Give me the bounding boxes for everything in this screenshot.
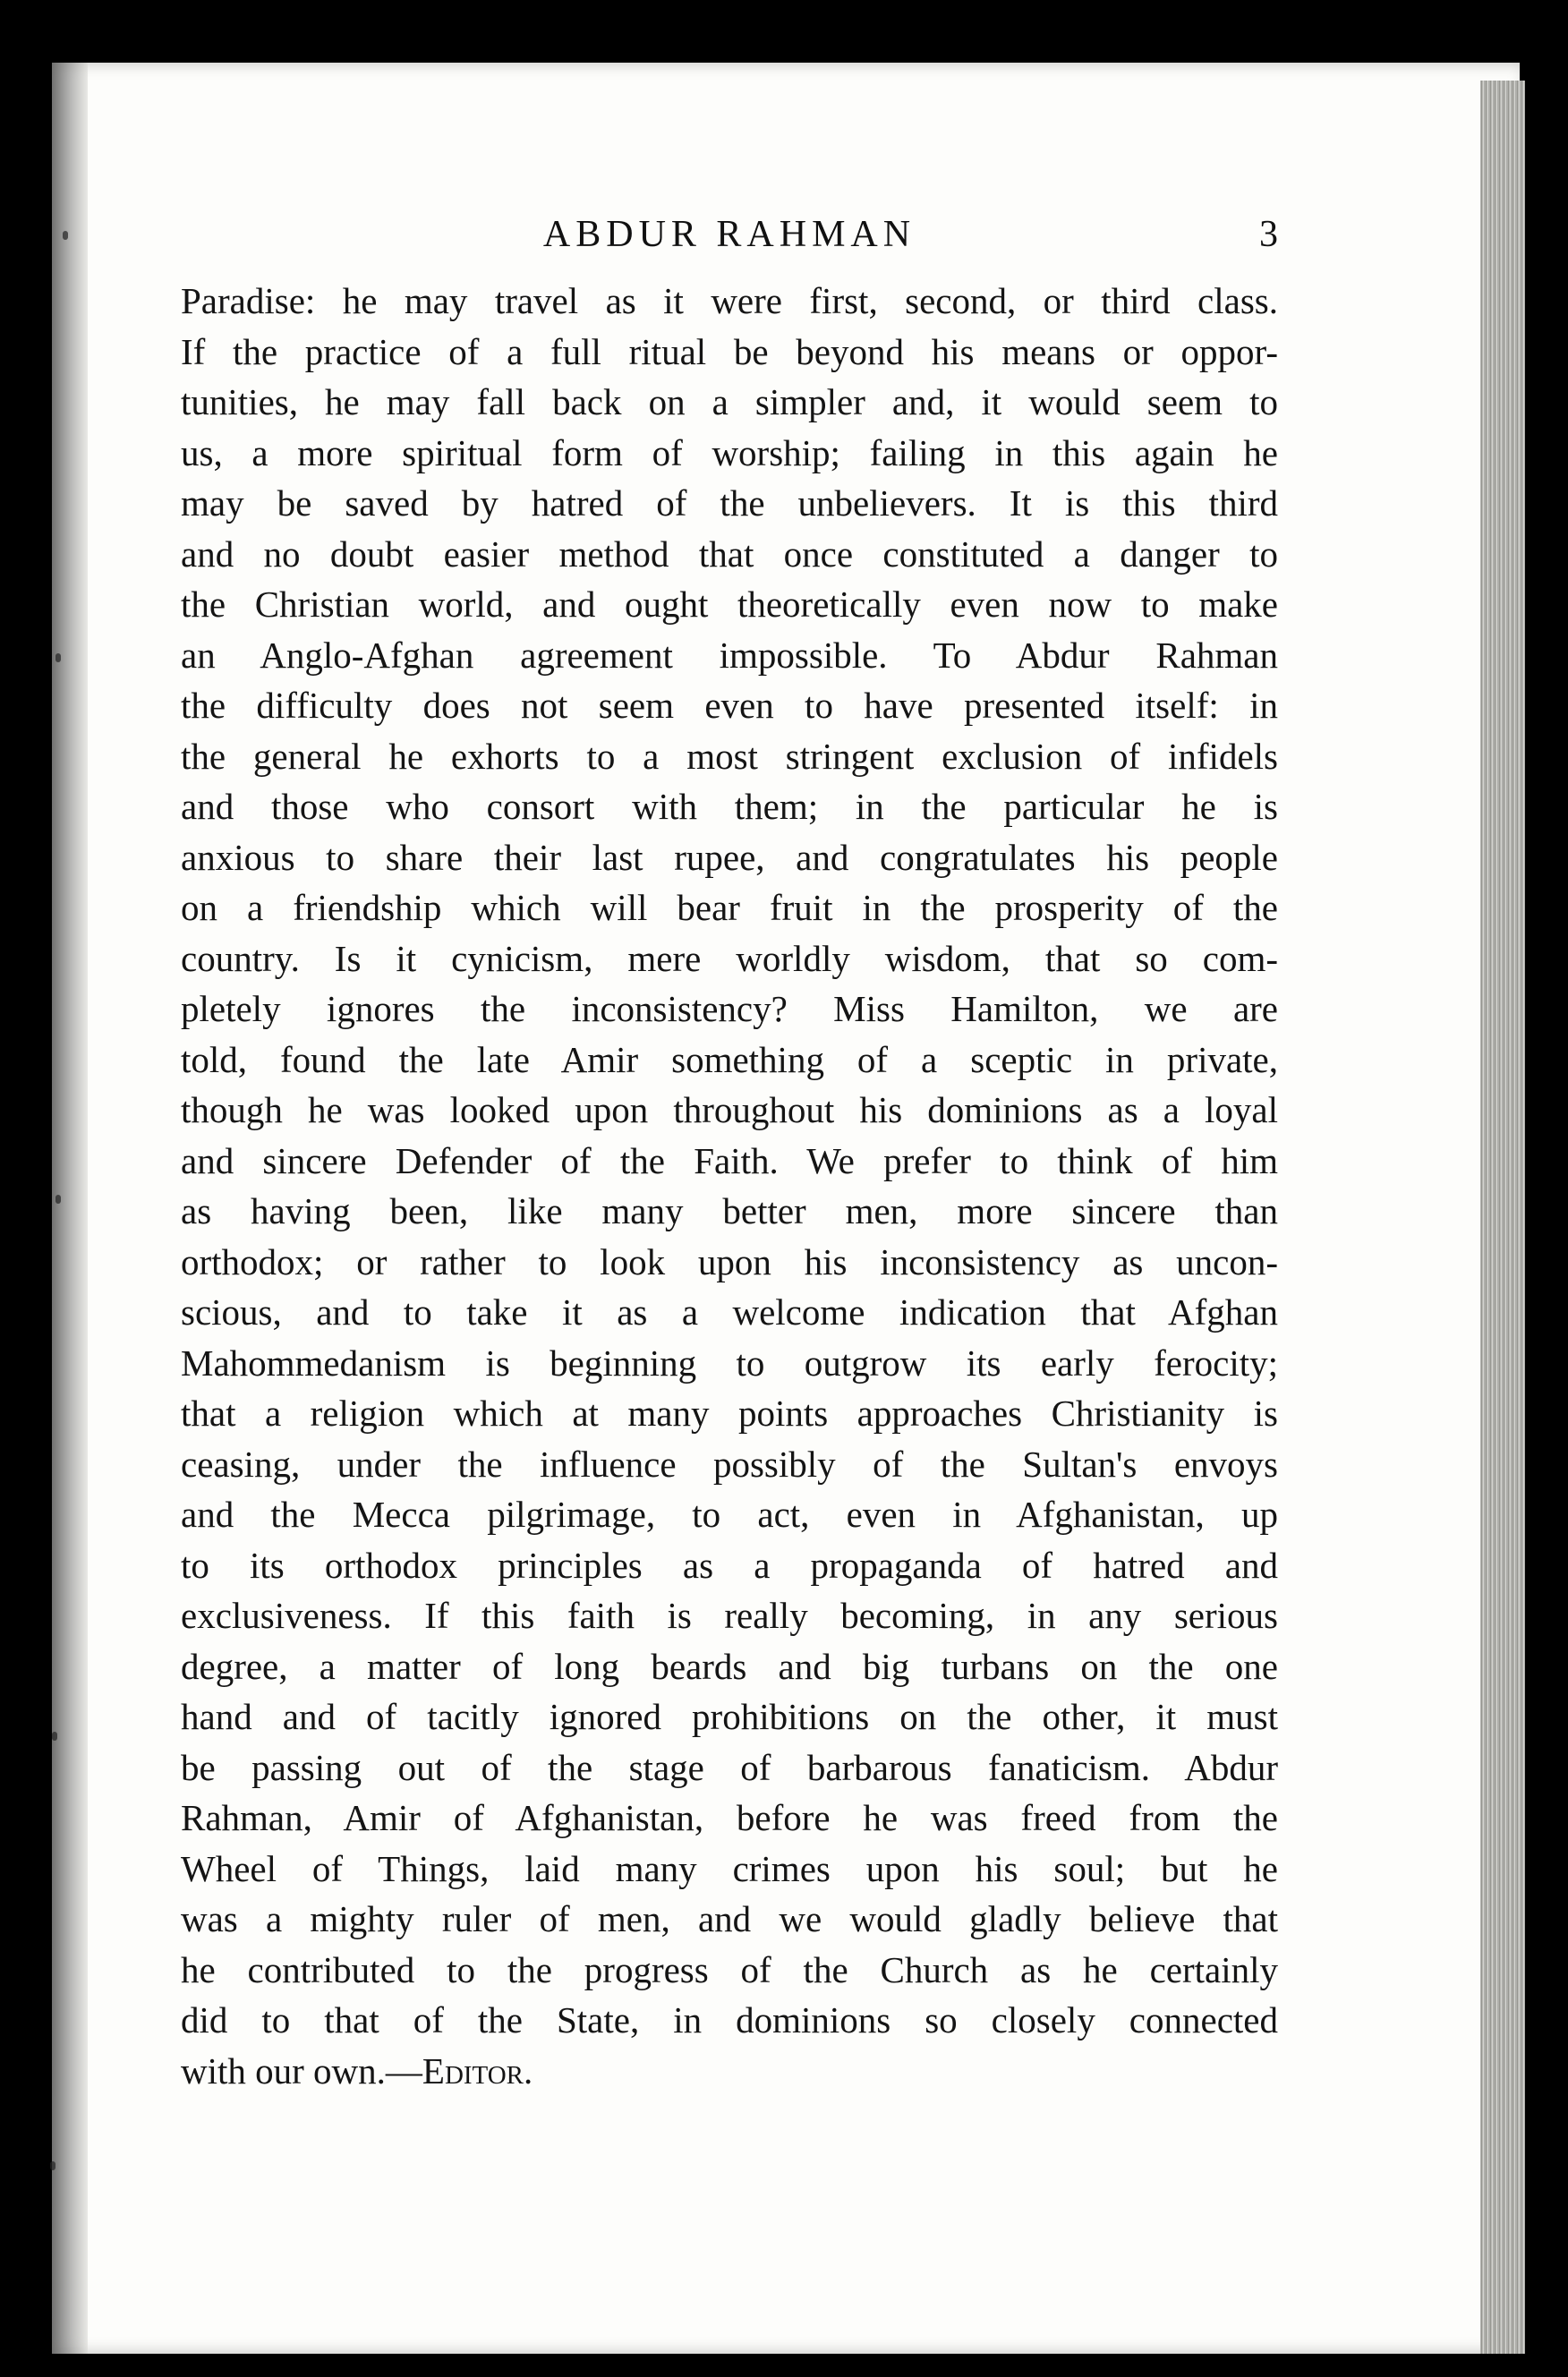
editor-signature: Editor. — [422, 2049, 533, 2092]
text-line: and the Mecca pilgrimage, to act, even in Afghanistan, up — [181, 1494, 1278, 1535]
text-line: the difficulty does not seem even to have presented itself: in — [181, 685, 1278, 726]
text-line: was a mighty ruler of men, and we would gladly believe that — [181, 1898, 1278, 1939]
text-line: Paradise: he may travel as it were first, second, or third class. — [181, 280, 1278, 321]
page-edges — [1480, 81, 1525, 2354]
text-line: hand and of tacitly ignored prohibitions on the other, it must — [181, 1696, 1278, 1737]
text-line: the general he exhorts to a most stringent exclusion of infidels — [181, 735, 1278, 777]
margin-speck — [55, 1195, 61, 1204]
text-line: Wheel of Things, laid many crimes upon his soul; but he — [181, 1847, 1278, 1889]
margin-speck — [50, 2161, 55, 2170]
text-line: If the practice of a full ritual be beyond his means or oppor- — [181, 330, 1278, 372]
text-line: the Christian world, and ought theoretically even now to make — [181, 584, 1278, 625]
text-line: may be saved by hatred of the unbelievers. It is this third — [181, 482, 1278, 524]
text-line: ceasing, under the influence possibly of the Sultan's envoys — [181, 1443, 1278, 1485]
text-line: tunities, he may fall back on a simpler and, it would seem to — [181, 381, 1278, 422]
running-title: ABDUR RAHMAN — [542, 214, 916, 255]
text-line: did to that of the State, in dominions so closely connected — [181, 1999, 1278, 2040]
text-line: scious, and to take it as a welcome indication that Afghan — [181, 1291, 1278, 1333]
text-line: told, found the late Amir something of a sceptic in private, — [181, 1038, 1278, 1080]
text-line: and those who consort with them; in the particular he is — [181, 786, 1278, 827]
margin-speck — [63, 231, 68, 240]
text-line: and no doubt easier method that once constituted a danger to — [181, 532, 1278, 575]
text-line: pletely ignores the inconsistency? Miss Hamilton, we are — [181, 988, 1278, 1029]
text-line: and sincere Defender of the Faith. We prefer to think of him — [181, 1139, 1278, 1181]
text-line: anxious to share their last rupee, and congratulates his people — [181, 836, 1278, 878]
text-line: exclusiveness. If this faith is really becoming, in any serious — [181, 1595, 1278, 1636]
text-line: degree, a matter of long beards and big turbans on the one — [181, 1645, 1278, 1687]
page-number: 3 — [1259, 214, 1278, 255]
last-line-text: with our own.— — [181, 2049, 422, 2092]
text-line: Mahommedanism is beginning to outgrow its early ferocity; — [181, 1342, 1278, 1384]
text-line-last — [181, 2046, 1278, 2097]
text-line: he contributed to the progress of the Church as he certainly — [181, 1948, 1278, 1990]
page-binding-shadow — [52, 63, 88, 2354]
text-line: as having been, like many better men, more sincere than — [181, 1190, 1278, 1231]
text-line: orthodox; or rather to look upon his inconsistency as uncon- — [181, 1240, 1278, 1282]
text-line: be passing out of the stage of barbarous fanaticism. Abdur — [181, 1746, 1278, 1788]
body-text — [181, 276, 1278, 2096]
text-line: that a religion which at many points approaches Christianity is — [181, 1393, 1278, 1434]
text-line: to its orthodox principles as a propaganda of hatred and — [181, 1544, 1278, 1586]
running-head — [181, 208, 1278, 261]
text-line: us, a more spiritual form of worship; failing in this again he — [181, 431, 1278, 473]
margin-speck — [55, 653, 61, 662]
text-line: Rahman, Amir of Afghanistan, before he was freed from the — [181, 1797, 1278, 1838]
text-line: though he was looked upon throughout his dominions as a loyal — [181, 1089, 1278, 1130]
text-line: on a friendship which will bear fruit in the prosperity of the — [181, 887, 1278, 928]
text-line: country. Is it cynicism, mere worldly wisdom, that so com- — [181, 937, 1278, 979]
margin-speck — [52, 1732, 57, 1741]
text-line: an Anglo-Afghan agreement impossible. To Abdur Rahman — [181, 634, 1278, 676]
